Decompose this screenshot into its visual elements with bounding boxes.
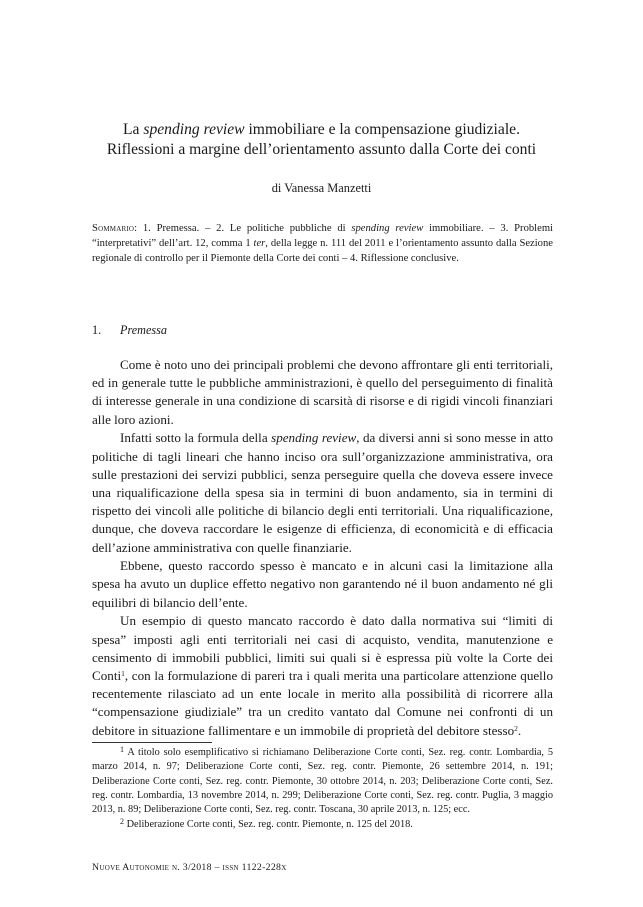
- footnote-text: Deliberazione Corte conti, Sez. reg. contr. Piemonte, n. 125 del 2018.: [126, 819, 413, 831]
- body-text: [92, 356, 553, 740]
- paragraph: [92, 429, 553, 556]
- article-title-line-2: Riflessioni a margine dell’orientamento assunto dalla Corte dei conti: [106, 141, 537, 158]
- title-text-end: immobiliare e la compensazione giudiziale.: [244, 121, 520, 138]
- summary-label: Sommario: [92, 223, 135, 234]
- footnote-number: 2: [120, 817, 124, 827]
- summary-text: , della legge n. 111 del 2011 e l’orientamento assunto dalla Sezione regionale di controllo per il Piemonte della Corte dei conti – 4. Riflessione conclusive.: [92, 238, 553, 265]
- paragraph-text: , con la formulazione di pareri tra i quali merita una particolare attenzione quello recentemente rilasciato ad un ente locale in merito alla possibilità di ricorrere alla “compensazione giudiziale” tra un credito vantato dal Comune nei confronti di un debitore in situazione fallimentare e un immobile di proprietà del debitore stesso: [92, 667, 553, 738]
- section-heading: [92, 323, 167, 338]
- footnotes: [92, 746, 553, 833]
- section-title: Premessa: [120, 323, 167, 337]
- summary: [92, 221, 553, 266]
- footnote-ref[interactable]: 2: [514, 723, 518, 733]
- summary-italic: spending review: [351, 223, 424, 234]
- footnote-ref[interactable]: 1: [121, 668, 125, 678]
- summary-text: immobiliare. – 3. Problemi “interpretativi” dell’art. 12, comma 1: [92, 223, 553, 250]
- paragraph: [92, 612, 553, 739]
- footnote-text: A titolo solo esemplificativo si richiamano Deliberazione Corte conti, Sez. reg. contr. Lombardia, 5 marzo 2014, n. 97; Deliberazione Corte conti, Sez. reg. contr. Piemonte, 26 settembre 2014, n. 191; Deliberazione Corte conti, Sez. reg. contr. Piemonte, 30 ottobre 2014, n. 203; Deliberazione Corte conti, Sez. reg. contr. Lombardia, 13 novembre 2014, n. 299; Deliberazione Corte conti, Sez. reg. contr. Puglia, 3 maggio 2013, n. 89; Deliberazione Corte conti, Sez. reg. contr. Toscana, 30 aprile 2013, n. 125; ecc.: [92, 747, 554, 816]
- author-byline: di Vanessa Manzetti: [271, 181, 372, 195]
- paragraph: Come è noto uno dei principali problemi che devono affrontare gli enti territoriali, ed in generale tutte le pubbliche amministrazioni, è quello del perseguimento di finalità di interesse generale in una condizione di scarsità di risorse e di rigidi vincoli finanziari alle loro azioni.: [92, 357, 553, 427]
- paragraph-text: Un esempio di questo mancato raccordo è dato dalla normativa sui “limiti di spesa” imposti agli enti territoriali nei casi di acquisto, vendita, manutenzione e censimento di immobili pubblici, limiti sui quali si è espressa più volte la Corte dei Conti: [92, 613, 553, 683]
- footnote: [92, 746, 553, 817]
- footnote-separator: [92, 742, 212, 743]
- running-footer: Nuove Autonomie n. 3/2018 – issn 1122-228x: [92, 862, 287, 873]
- summary-text: : 1. Premessa. – 2. Le politiche pubbliche di: [134, 223, 352, 234]
- summary-italic: ter: [253, 238, 266, 250]
- footnote-number: 1: [120, 745, 124, 754]
- paragraph: Ebbene, questo raccordo spesso è mancato e in alcuni casi la limitazione alla spesa ha avuto un duplice effetto negativo non garantendo né il buon andamento né gli equilibri di bilancio dell’ente.: [92, 558, 553, 610]
- section-number: 1.: [92, 323, 102, 337]
- title-italic-text: spending review: [143, 121, 245, 138]
- footnote: [92, 818, 553, 832]
- paragraph-italic: spending review: [271, 430, 357, 446]
- paragraph-text: , da diversi anni si sono messe in atto politiche di tagli lineari che hanno inciso ora sull’organizzazione amministrativa, ora sulle prestazioni dei servizi pubblici, senza perseguire quella che doveva essere invece una riqualificazione della spesa sia in termini di buon andamento, sia in termini di rispetto dei vincoli alle politiche di bilancio degli enti territoriali. Una riqualificazione, dunque, che doveva raccordare le esigenze di efficienza, di economicità e di efficacia dell’azione amministrativa con quelle finanziarie.: [92, 430, 554, 555]
- title-text: La: [123, 121, 144, 138]
- paragraph-text: Infatti sotto la formula della: [120, 430, 272, 446]
- paragraph-text: .: [517, 722, 522, 738]
- article-title-line-1: [0, 120, 643, 139]
